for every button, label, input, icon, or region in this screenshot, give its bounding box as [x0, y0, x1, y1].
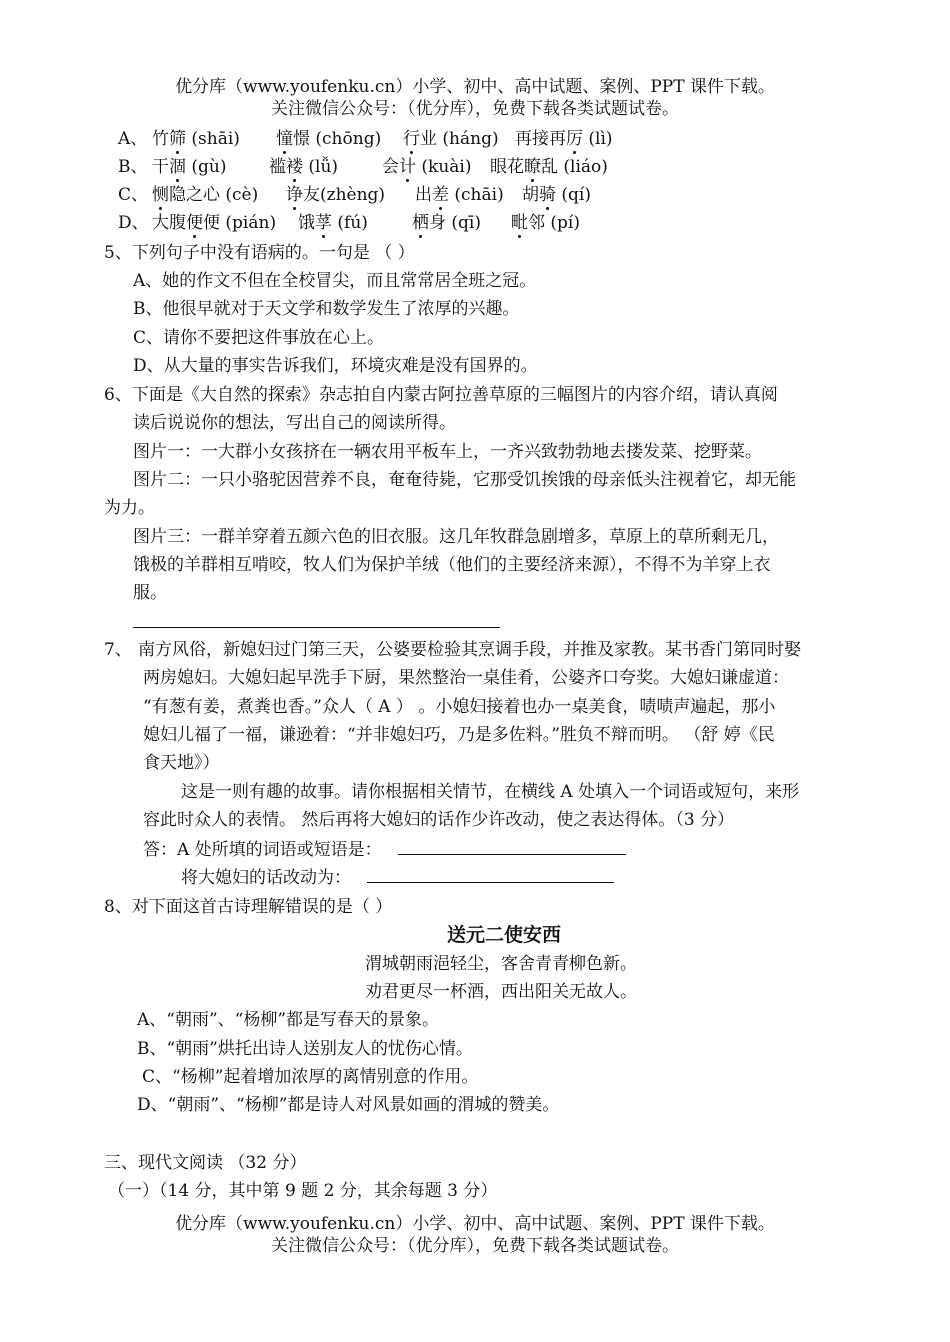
q5-option-b: B、他很早就对于天文学和数学发生了浓厚的兴趣。	[133, 299, 520, 319]
footer-line-2: 关注微信公众号：（优分库），免费下载各类试题试卷。	[271, 1236, 679, 1256]
q4-d-item-2: 饿莩 (fú)	[298, 213, 368, 233]
q4-a-label: A、	[118, 129, 148, 149]
q4-c-item-4: 胡骑 (qí)	[522, 185, 591, 205]
q4-b-label: B、	[118, 157, 148, 177]
q4-a-item-1: 竹筛 (shāi)	[152, 129, 240, 149]
section-3-title: 三、现代文阅读 （32 分）	[104, 1153, 307, 1173]
q7-line-3: “有葱有姜，煮粪也香。”众人（ A ） 。小媳妇接着也办一桌美食，啧啧声遍起，那小	[143, 697, 776, 717]
q4-c-label: C、	[118, 185, 149, 205]
section-3-subtitle: （一）（14 分，其中第 9 题 2 分，其余每题 3 分）	[108, 1181, 498, 1201]
q6-answer-line[interactable]	[133, 627, 500, 628]
q7-answer-1: 答：A 处所填的词语或短语是：	[143, 838, 626, 861]
q8-option-d: D、“朝雨”、“杨柳”都是诗人对风景如画的渭城的赞美。	[137, 1095, 560, 1115]
q5-option-c: C、请你不要把这件事放在心上。	[133, 328, 385, 348]
q7-answer-2: 将大媳妇的话改动为：	[181, 866, 614, 889]
footer-line-1: 优分库（www.youfenku.cn）小学、初中、高中试题、案例、PPT 课件下载。	[175, 1214, 775, 1234]
q4-a-item-4: 再接再厉 (lì)	[515, 129, 613, 149]
q7-number: 7、	[104, 640, 132, 660]
q8-stem: 8、对下面这首古诗理解错误的是（ ）	[104, 897, 393, 917]
q7-line-2: 两房媳妇。大媳妇起早洗手下厨，果然整治一桌佳肴，公婆齐口夸奖。大媳妇谦虚道：	[143, 668, 789, 688]
q4-d-label: D、	[118, 213, 149, 233]
q6-stem-line-1: 6、下面是《大自然的探索》杂志拍自内蒙古阿拉善草原的三幅图片的内容介绍，请认真阅	[104, 385, 778, 405]
q4-c-item-2: 诤友(zhèng)	[286, 185, 386, 205]
q8-option-b: B、“朝雨”烘托出诗人送别友人的忧伤心情。	[137, 1039, 473, 1059]
q6-picture-2-line-2: 为力。	[104, 498, 155, 518]
poem-line-2: 劝君更尽一杯酒，西出阳关无故人。	[365, 982, 637, 1002]
q7-answer-1-blank[interactable]	[398, 838, 626, 855]
q5-option-d: D、从大量的事实告诉我们，环境灾难是没有国界的。	[133, 356, 538, 376]
q7-line-5: 食天地》）	[143, 753, 220, 773]
q4-d-item-3: 栖身 (qī)	[412, 213, 481, 233]
q4-c-item-3: 出差 (chāi)	[415, 185, 504, 205]
q7-answer-2-blank[interactable]	[367, 866, 614, 883]
q8-option-a: A、“朝雨”、“杨柳”都是写春天的景象。	[137, 1010, 440, 1030]
q6-picture-1: 图片一：一大群小女孩挤在一辆农用平板车上，一齐兴致勃勃地去搂发菜、挖野菜。	[133, 442, 762, 462]
q4-a-item-2: 憧憬 (chōng)	[276, 129, 382, 149]
q6-picture-3-line-3: 服。	[133, 583, 167, 603]
q6-picture-2-line-1: 图片二：一只小骆驼因营养不良，奄奄待毙，它那受饥挨饿的母亲低头注视着它，却无能	[133, 470, 796, 490]
q8-option-c: C、“杨柳”起着增加浓厚的离情别意的作用。	[142, 1067, 479, 1087]
q4-d-item-1: 大腹便便 (pián)	[152, 213, 277, 233]
q7-line-6: 这是一则有趣的故事。请你根据相关情节，在横线 A 处填入一个词语或短句，来形	[181, 782, 800, 802]
q4-b-item-3: 会计 (kuài)	[382, 157, 472, 177]
q6-stem-line-2: 读后说说你的想法，写出自己的阅读所得。	[133, 413, 456, 433]
header-line-2: 关注微信公众号：（优分库），免费下载各类试题试卷。	[271, 99, 679, 119]
q7-line-7: 容此时众人的表情。 然后再将大媳妇的话作少许改动，使之表达得体。（3 分）	[143, 810, 735, 830]
q4-c-item-1: 恻隐之心 (cè)	[152, 185, 259, 205]
q4-d-item-4: 毗邻 (pí)	[511, 213, 580, 233]
q5-option-a: A、她的作文不但在全校冒尖，而且常常居全班之冠。	[133, 271, 537, 291]
q4-a-item-3: 行业 (háng)	[403, 129, 499, 149]
q6-picture-3-line-2: 饿极的羊群相互啃咬，牧人们为保护羊绒（他们的主要经济来源），不得不为羊穿上衣	[133, 555, 771, 575]
q5-stem: 5、下列句子中没有语病的。一句是 （ ）	[104, 243, 415, 263]
poem-title: 送元二使安西	[446, 924, 561, 946]
header-line-1: 优分库（www.youfenku.cn）小学、初中、高中试题、案例、PPT 课件下载。	[175, 77, 775, 97]
q4-b-item-1: 干涸 (gù)	[152, 157, 227, 177]
q6-picture-3-line-1: 图片三：一群羊穿着五颜六色的旧衣服。这几年牧群急剧增多，草原上的草所剩无几，	[133, 527, 779, 547]
q7-line-1: 南方风俗，新媳妇过门第三天，公婆要检验其烹调手段，并推及家教。某书香门第同时娶	[138, 640, 801, 660]
q4-b-item-4: 眼花瞭乱 (liáo)	[490, 157, 608, 177]
q7-line-4: 媳妇儿福了一福，谦逊着：“并非媳妇巧，乃是多佐料。”胜负不辩而明。 （舒 婷《民	[143, 725, 775, 745]
poem-line-1: 渭城朝雨浥轻尘，客舍青青柳色新。	[365, 954, 637, 974]
q4-b-item-2: 褴褛 (lǚ)	[269, 157, 339, 177]
